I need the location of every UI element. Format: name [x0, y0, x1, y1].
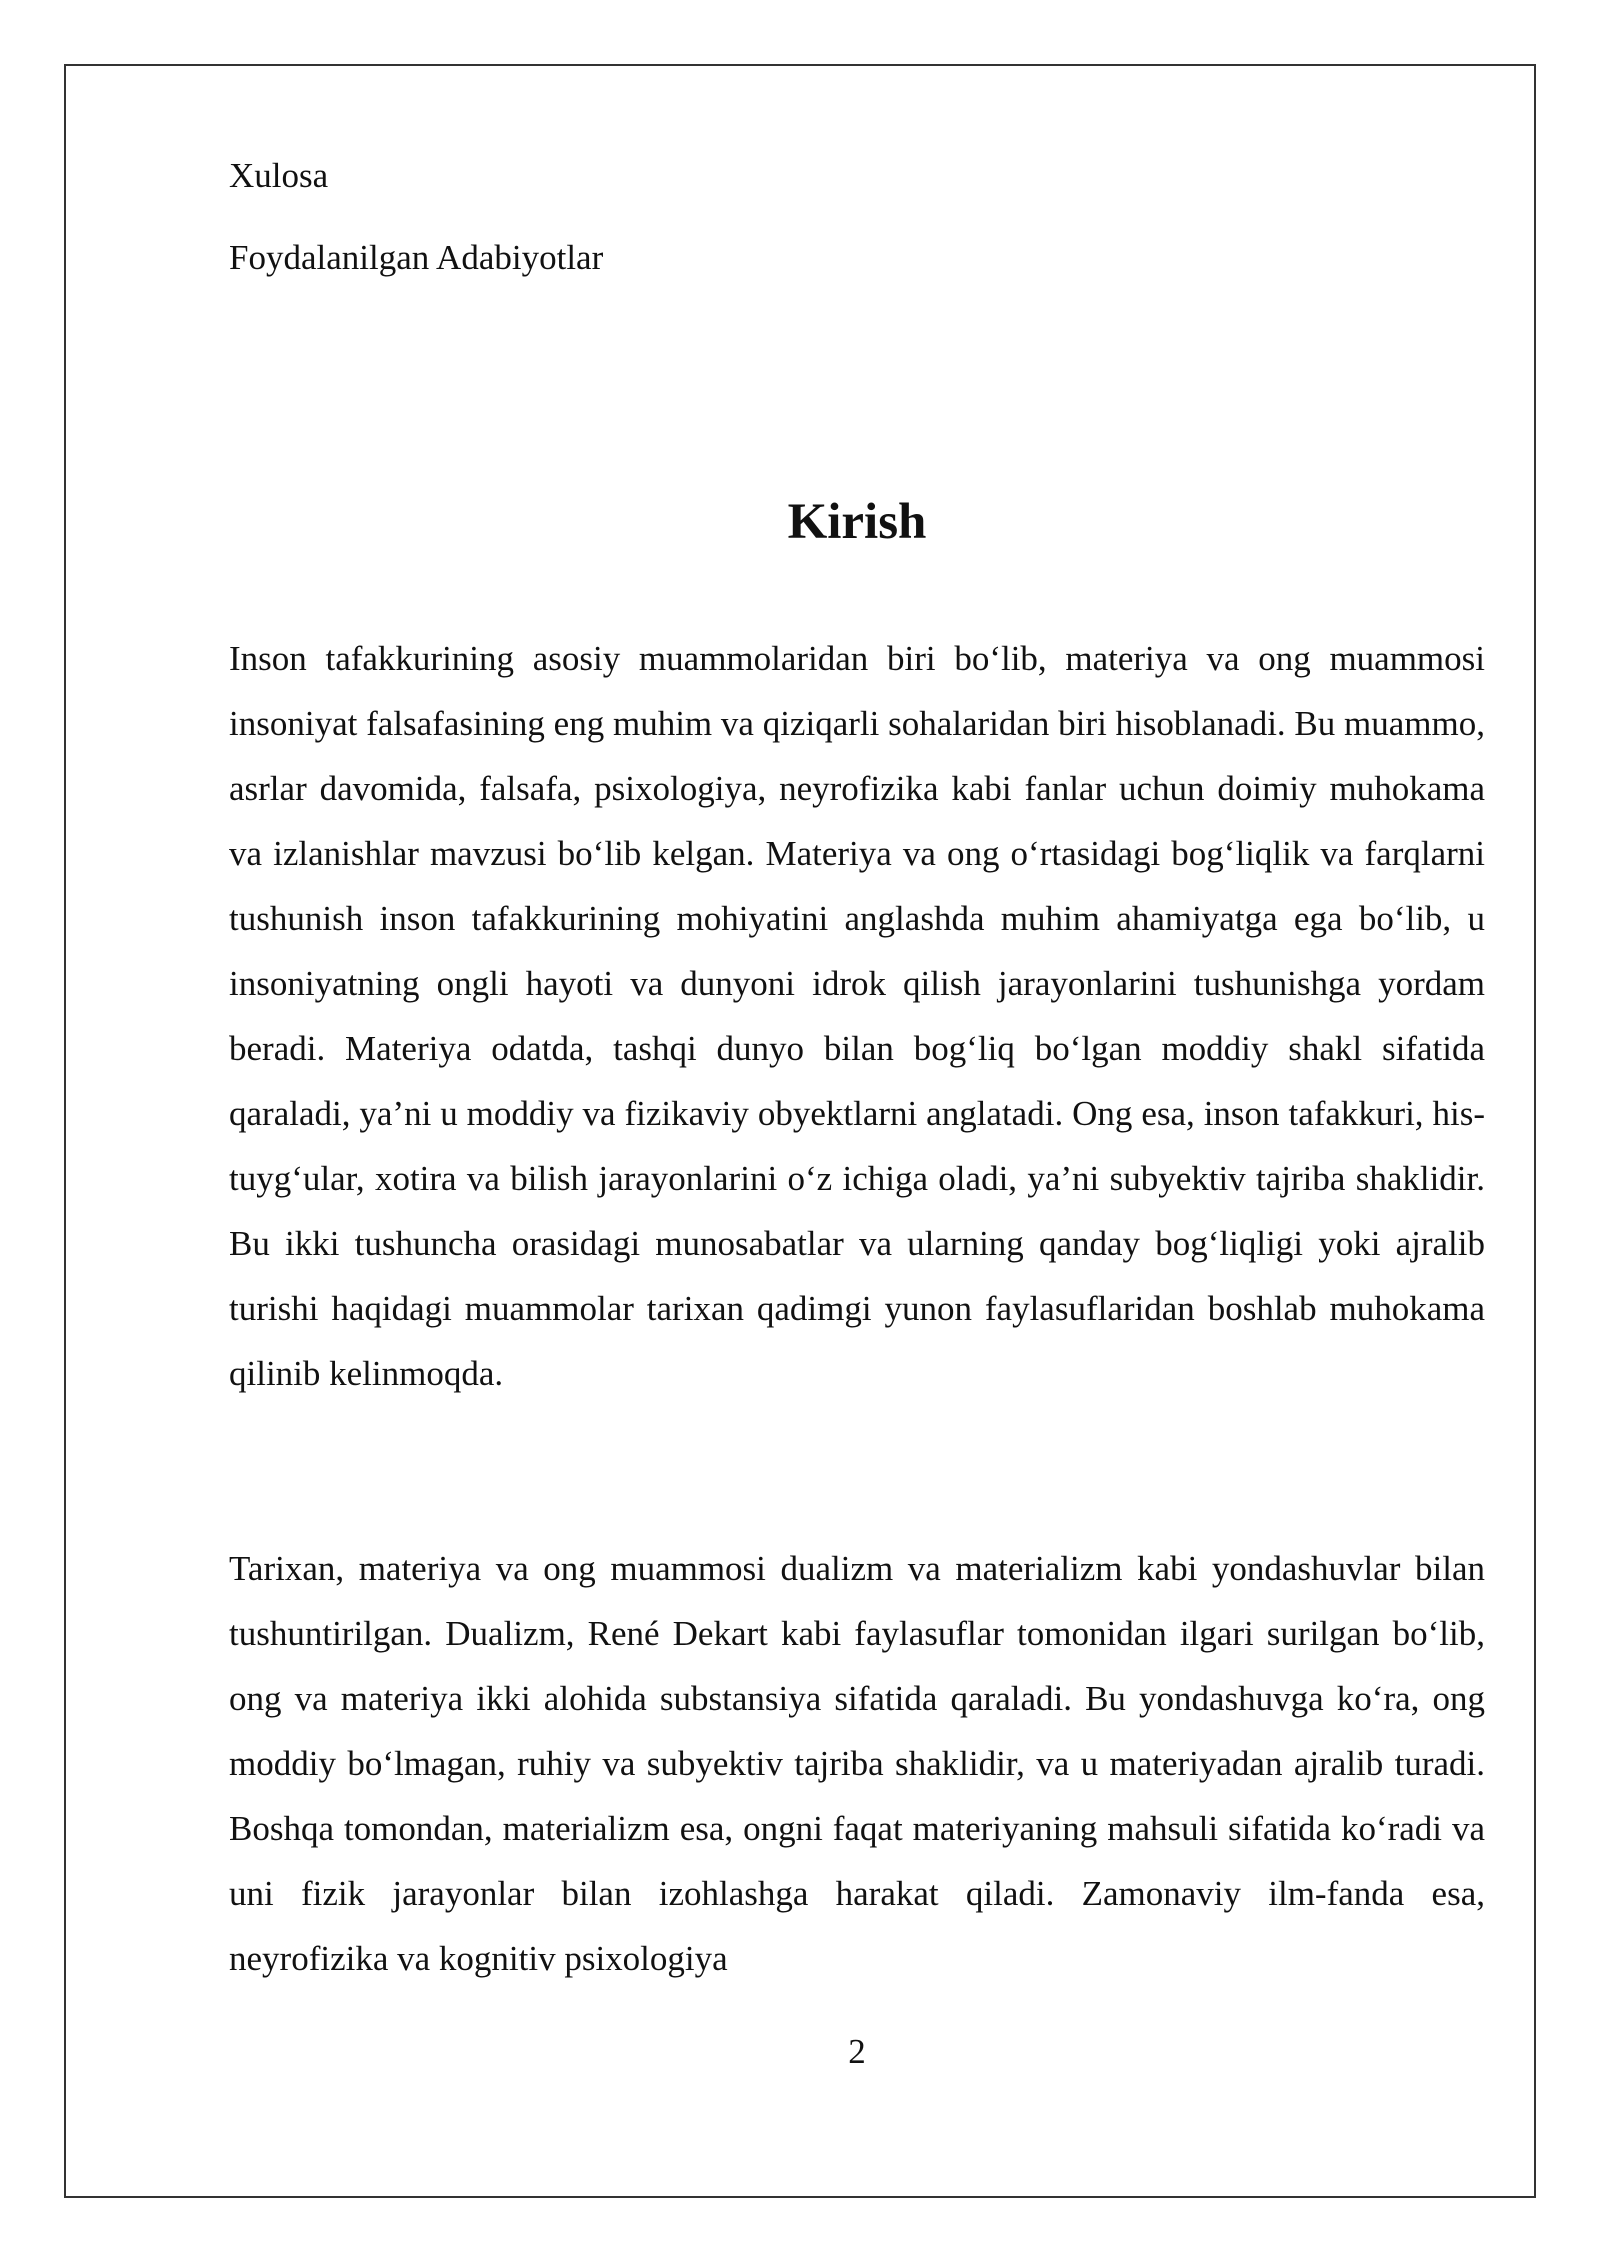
toc-item-xulosa: Xulosa — [229, 156, 329, 195]
paragraph-1: Inson tafakkurining asosiy muammolaridan biri bo‘lib, materiya va ong muammosi insoniyat falsafasining eng muhim va qiziqarli sohalaridan biri hisoblanadi. Bu muammo, asrlar davomida, falsafa, psixologiya, neyrofizika kabi fanlar uchun doimiy muhokama va izlanishlar mavzusi bo‘lib kelgan. Materiya va ong o‘rtasidagi bog‘liqlik va farqlarni tushunish inson tafakkurining mohiyatini anglashda muhim ahamiyatga ega bo‘lib, u insoniyatning ongli hayoti va dunyoni idrok qilish jarayonlarini tushunishga yordam beradi. Materiya odatda, tashqi dunyo bilan bog‘liq bo‘lgan moddiy shakl sifatida qaraladi, ya’ni u moddiy va fizikaviy obyektlarni anglatadi. Ong esa, inson tafakkuri, his-tuyg‘ular, xotira va bilish jarayonlarini o‘z ichiga oladi, ya’ni subyektiv tajriba shaklidir. Bu ikki tushuncha orasidagi munosabatlar va ularning qanday bog‘liqligi yoki ajralib turishi haqidagi muammolar tarixan qadimgi yunon faylasuflaridan boshlab muhokama qilinib kelinmoqda. — [229, 639, 1485, 1393]
section-heading: Kirish — [787, 494, 927, 550]
paragraph-2: Tarixan, materiya va ong muammosi dualizm va materializm kabi yondashuvlar bilan tushuntirilgan. Dualizm, René Dekart kabi faylasuflar tomonidan ilgari surilgan bo‘lib, ong va materiya ikki alohida substansiya sifatida qaraladi. Bu yondashuvga ko‘ra, ong moddiy bo‘lmagan, ruhiy va subyektiv tajriba shaklidir, va u materiyadan ajralib turadi. Boshqa tomondan, materializm esa, ongni faqat materiyaning mahsuli sifatida ko‘radi va uni fizik jarayonlar bilan izohlashga harakat qiladi. Zamonaviy ilm-fanda esa, neyrofizika va kognitiv psixologiya — [229, 1549, 1485, 1978]
page-number: 2 — [848, 2032, 866, 2071]
toc-item-references: Foydalanilgan Adabiyotlar — [229, 238, 604, 277]
